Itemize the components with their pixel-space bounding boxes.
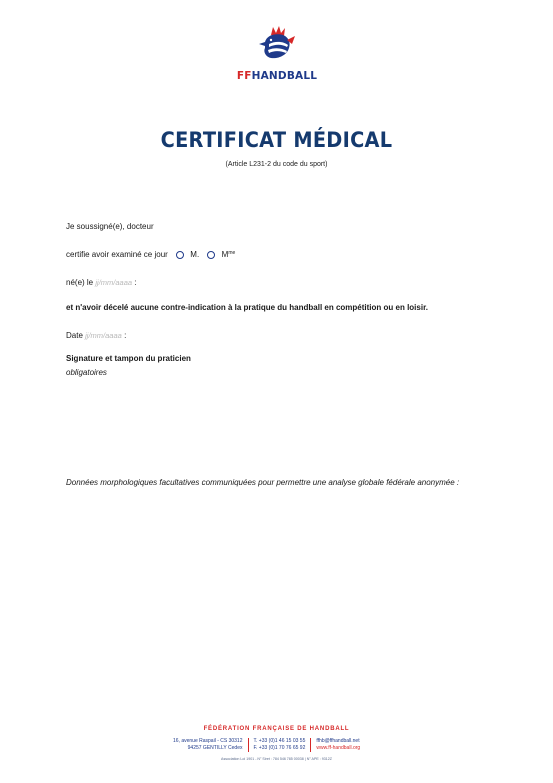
- examined-label: certifie avoir examiné ce jour: [66, 250, 168, 259]
- footer-address: 16, avenue Raspail - CS 30312 94257 GENTILLY Cedex: [173, 738, 243, 751]
- footer-web: [310, 738, 365, 752]
- birthdate-field[interactable]: jj/mm/aaaa: [95, 278, 133, 287]
- birthdate-line: [66, 278, 137, 287]
- date-field[interactable]: jj/mm/aaaa: [85, 331, 122, 340]
- footer-email[interactable]: ffhb@ffhandball.net: [316, 738, 360, 744]
- birthdate-colon: :: [134, 278, 137, 287]
- footer-legal: Association Loi 1901 - N° Siret : 784 546 785 00038 | N° APE : 9312Z: [221, 757, 332, 761]
- signature-label: Signature et tampon du praticien: [66, 354, 191, 363]
- patient-gender-line: [66, 250, 235, 259]
- footer-website[interactable]: www.ff-handball.org: [316, 745, 361, 751]
- radio-mme-label: $M^{me}$: [221, 250, 236, 259]
- rooster-icon: [257, 26, 297, 64]
- ffhandball-logo: [236, 26, 318, 82]
- birthdate-label: né(e) le: [66, 278, 94, 287]
- logo-wordmark: FFHANDBALL: [236, 70, 318, 82]
- morphological-data-note: Données morphologiques facultatives communiquées pour permettre une analyse globale fédérale anonymée :: [66, 478, 460, 487]
- radio-m-label: M.: [190, 250, 200, 259]
- date-line: [66, 331, 126, 340]
- radio-m[interactable]: [176, 251, 184, 259]
- page-subtitle: (Article L231-2 du code du sport): [225, 161, 328, 168]
- footer-contact: [168, 738, 365, 752]
- date-label: Date: [66, 331, 83, 340]
- date-colon: :: [124, 331, 127, 340]
- doctor-line: Je soussigné(e), docteur: [66, 222, 154, 231]
- radio-mme[interactable]: [207, 251, 215, 259]
- no-contraindication-statement: et n'avoir décelé aucune contre-indication à la pratique du handball en compétition ou en loisir.: [66, 303, 428, 312]
- footer-title: FÉDÉRATION FRANÇAISE DE HANDBALL: [203, 726, 350, 732]
- signature-note: obligatoires: [66, 368, 107, 377]
- page-title: CERTIFICAT MÉDICAL: [160, 128, 393, 152]
- footer-phones: T. +33 (0)1 46 15 03 55 F. +33 (0)1 70 76 65 92: [248, 738, 311, 752]
